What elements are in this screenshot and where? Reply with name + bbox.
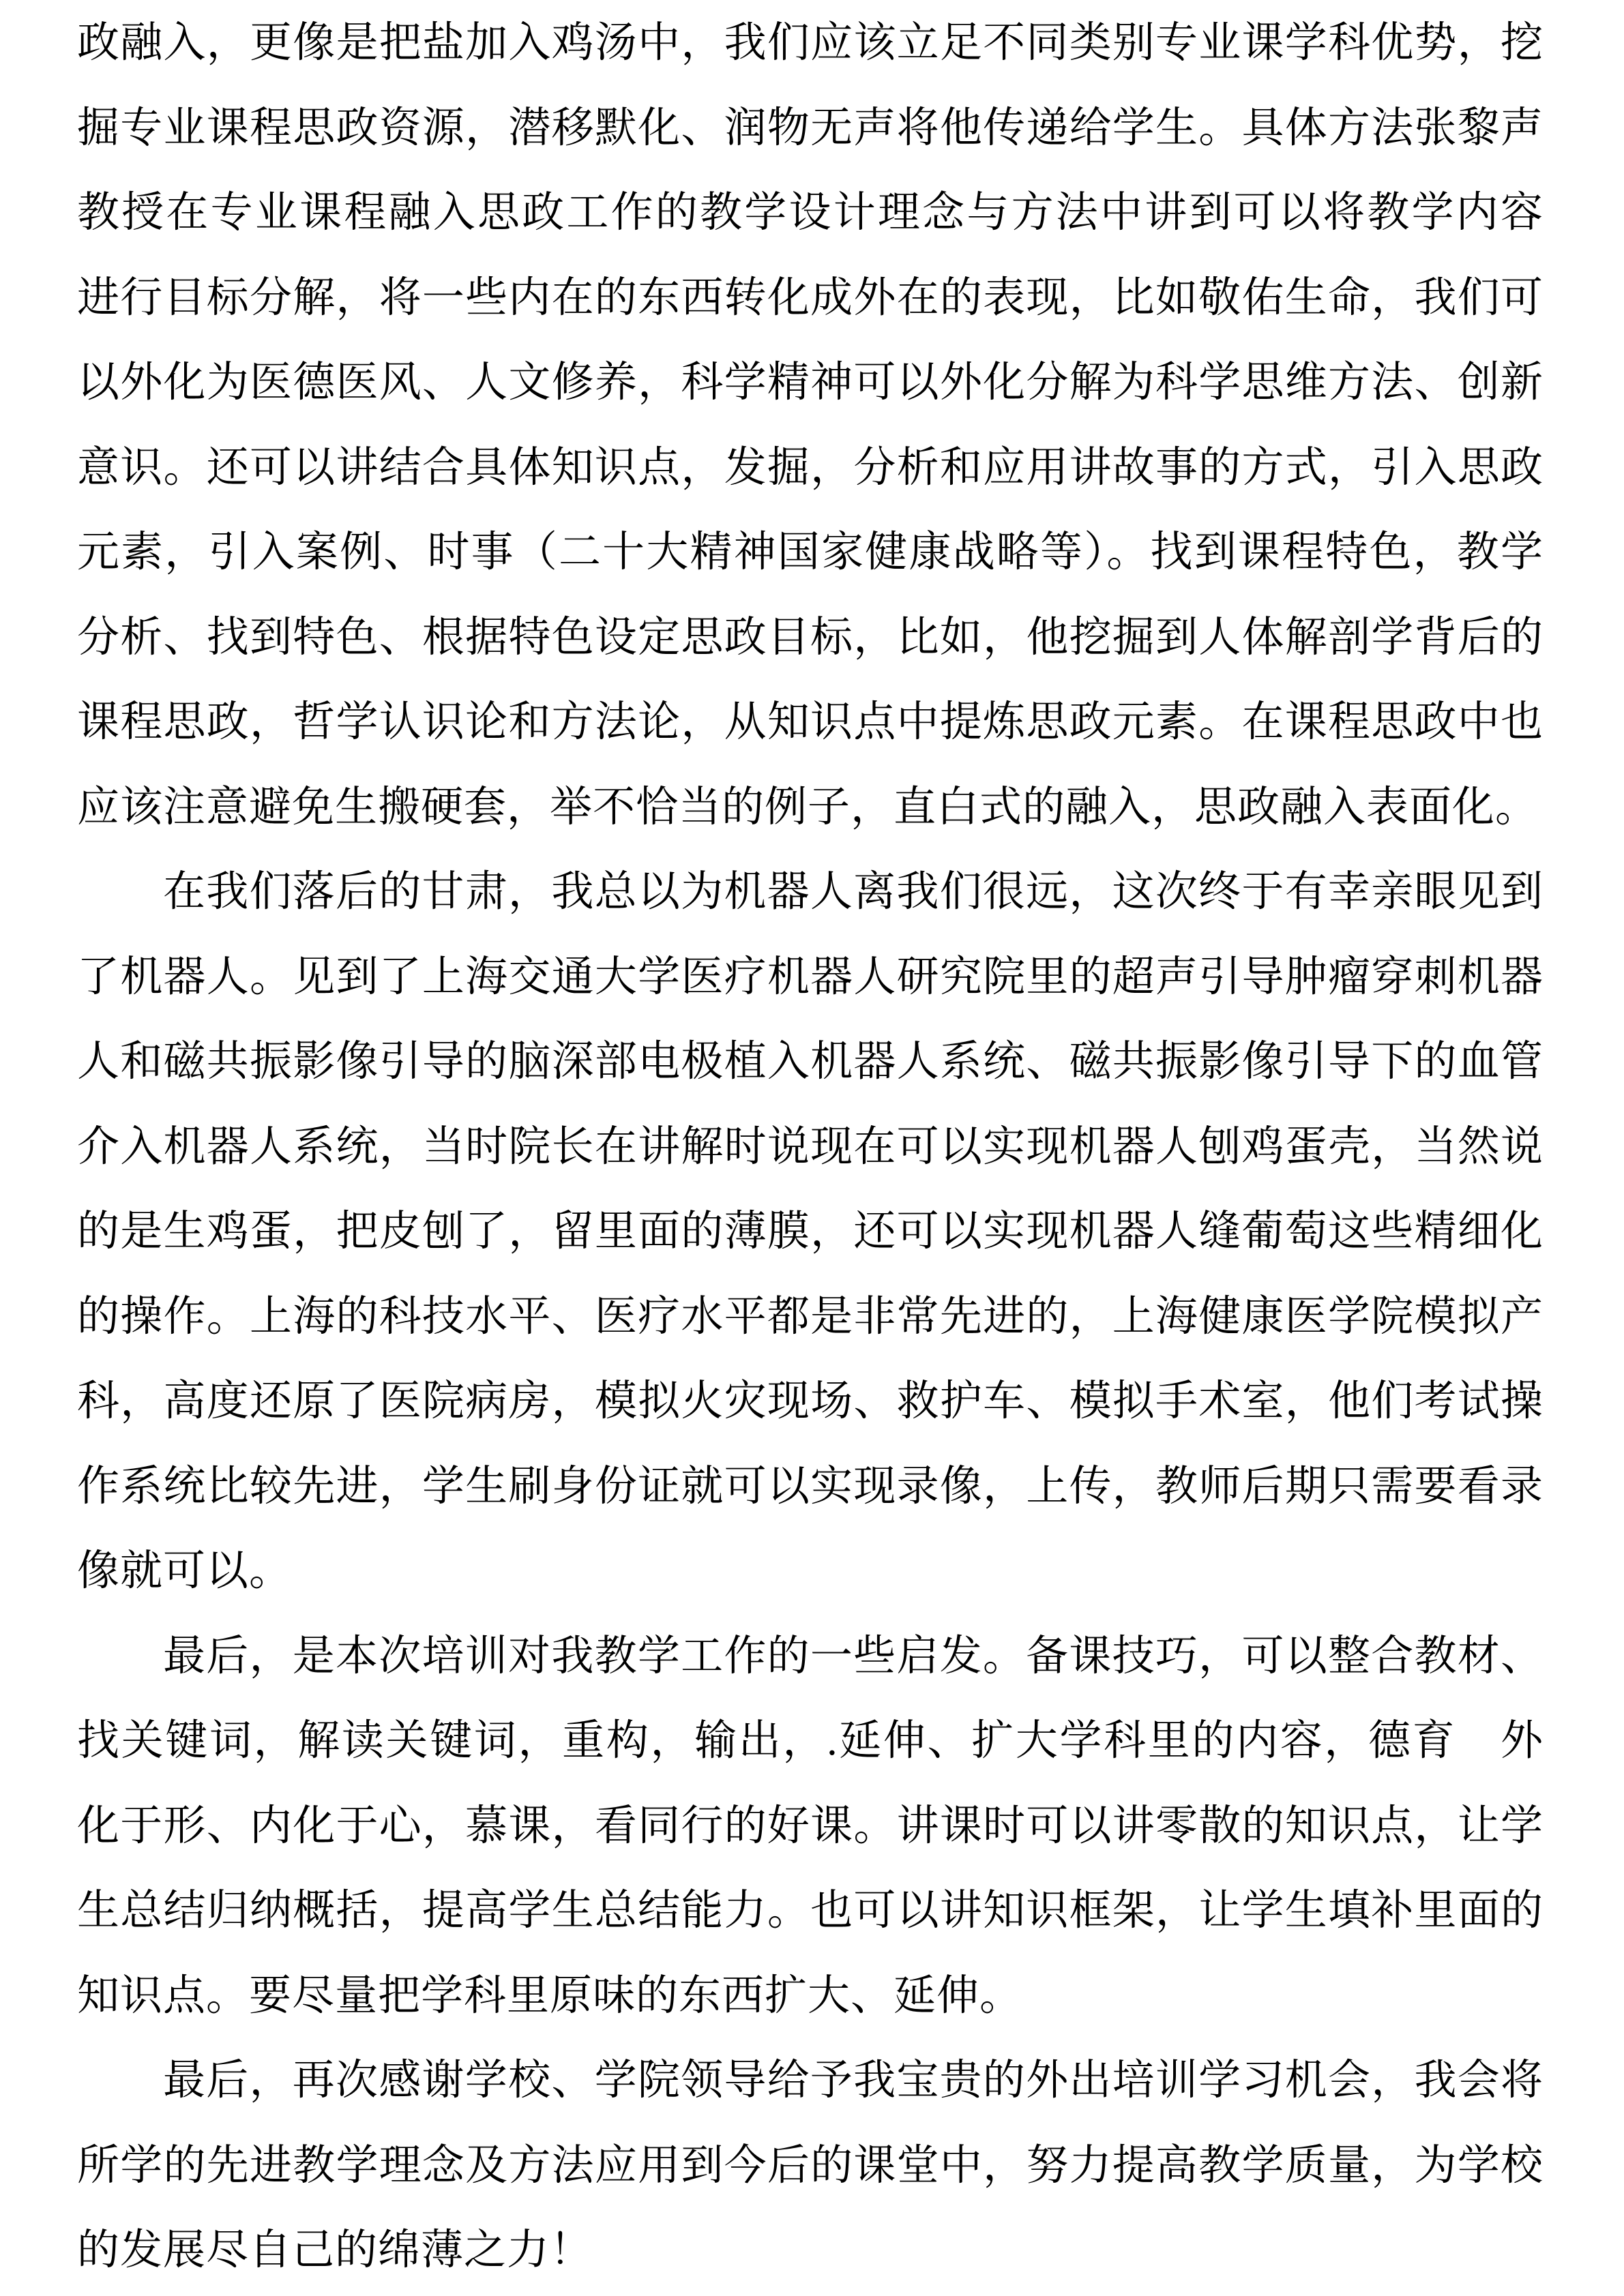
text-line: 介入机器人系统，当时院长在讲解时说现在可以实现机器人刨鸡蛋壳，当然说 <box>77 1123 1544 1170</box>
text-line: 科，高度还原了医院病房，模拟火灾现场、救护车、模拟手术室，他们考试操 <box>77 1378 1544 1425</box>
text-line: 政融入，更像是把盐加入鸡汤中，我们应该立足不同类别专业课学科优势，挖 <box>77 20 1544 66</box>
text-line: 知识点。要尽量把学科里原味的东西扩大、延伸。 <box>77 1972 1023 2019</box>
text-line: 的发展尽自己的绵薄之力！ <box>77 2227 593 2273</box>
text-line: 人和磁共振影像引导的脑深部电极植入机器人系统、磁共振影像引导下的血管 <box>77 1039 1544 1085</box>
text-line: 的操作。上海的科技水平、医疗水平都是非常先进的，上海健康医学院模拟产 <box>77 1293 1544 1340</box>
text-line: 了机器人。见到了上海交通大学医疗机器人研究院里的超声引导肿瘤穿刺机器 <box>77 953 1544 1000</box>
text-line: 以外化为医德医风、人文修养，科学精神可以外化分解为科学思维方法、创新 <box>77 359 1544 406</box>
text-line: 意识。还可以讲结合具体知识点，发掘，分析和应用讲故事的方式，引入思政 <box>77 444 1544 491</box>
text-line: 化于形、内化于心，慕课，看同行的好课。讲课时可以讲零散的知识点，让学 <box>77 1802 1544 1849</box>
text-line: 作系统比较先进，学生刷身份证就可以实现录像，上传，教师后期只需要看录 <box>77 1463 1544 1510</box>
text-line: 生总结归纳概括，提高学生总结能力。也可以讲知识框架，让学生填补里面的 <box>77 1888 1544 1934</box>
text-line: 像就可以。 <box>77 1548 293 1594</box>
text-line: 所学的先进教学理念及方法应用到今后的课堂中，努力提高教学质量，为学校 <box>77 2142 1544 2189</box>
text-line: 元素，引入案例、时事（二十大精神国家健康战略等）。找到课程特色，教学 <box>77 529 1544 576</box>
text-line: 最后，再次感谢学校、学院领导给予我宝贵的外出培训学习机会，我会将 <box>163 2057 1544 2104</box>
text-line: 课程思政，哲学认识论和方法论，从知识点中提炼思政元素。在课程思政中也 <box>77 699 1544 745</box>
text-line: 最后，是本次培训对我教学工作的一些启发。备课技巧，可以整合教材、 <box>163 1632 1544 1680</box>
text-line: 在我们落后的甘肃，我总以为机器人离我们很远，这次终于有幸亲眼见到 <box>163 869 1544 915</box>
text-line: 分析、找到特色、根据特色设定思政目标，比如，他挖掘到人体解剖学背后的 <box>77 614 1544 661</box>
text-line: 应该注意避免生搬硬套，举不恰当的例子，直白式的融入，思政融入表面化。 <box>77 784 1539 831</box>
text-line: 找关键词，解读关键词，重构，输出，.延伸、扩大学科里的内容，德育 外 <box>77 1718 1544 1764</box>
text-line: 教授在专业课程融入思政工作的教学设计理念与方法中讲到可以将教学内容 <box>77 190 1544 236</box>
text-line: 进行目标分解，将一些内在的东西转化成外在的表现，比如敬佑生命，我们可 <box>77 274 1544 321</box>
text-line: 的是生鸡蛋，把皮刨了，留里面的薄膜，还可以实现机器人缝葡萄这些精细化 <box>77 1208 1544 1255</box>
text-block <box>77 1 1544 2293</box>
text-line: 掘专业课程思政资源，潜移默化、润物无声将他传递给学生。具体方法张黎声 <box>77 104 1544 151</box>
